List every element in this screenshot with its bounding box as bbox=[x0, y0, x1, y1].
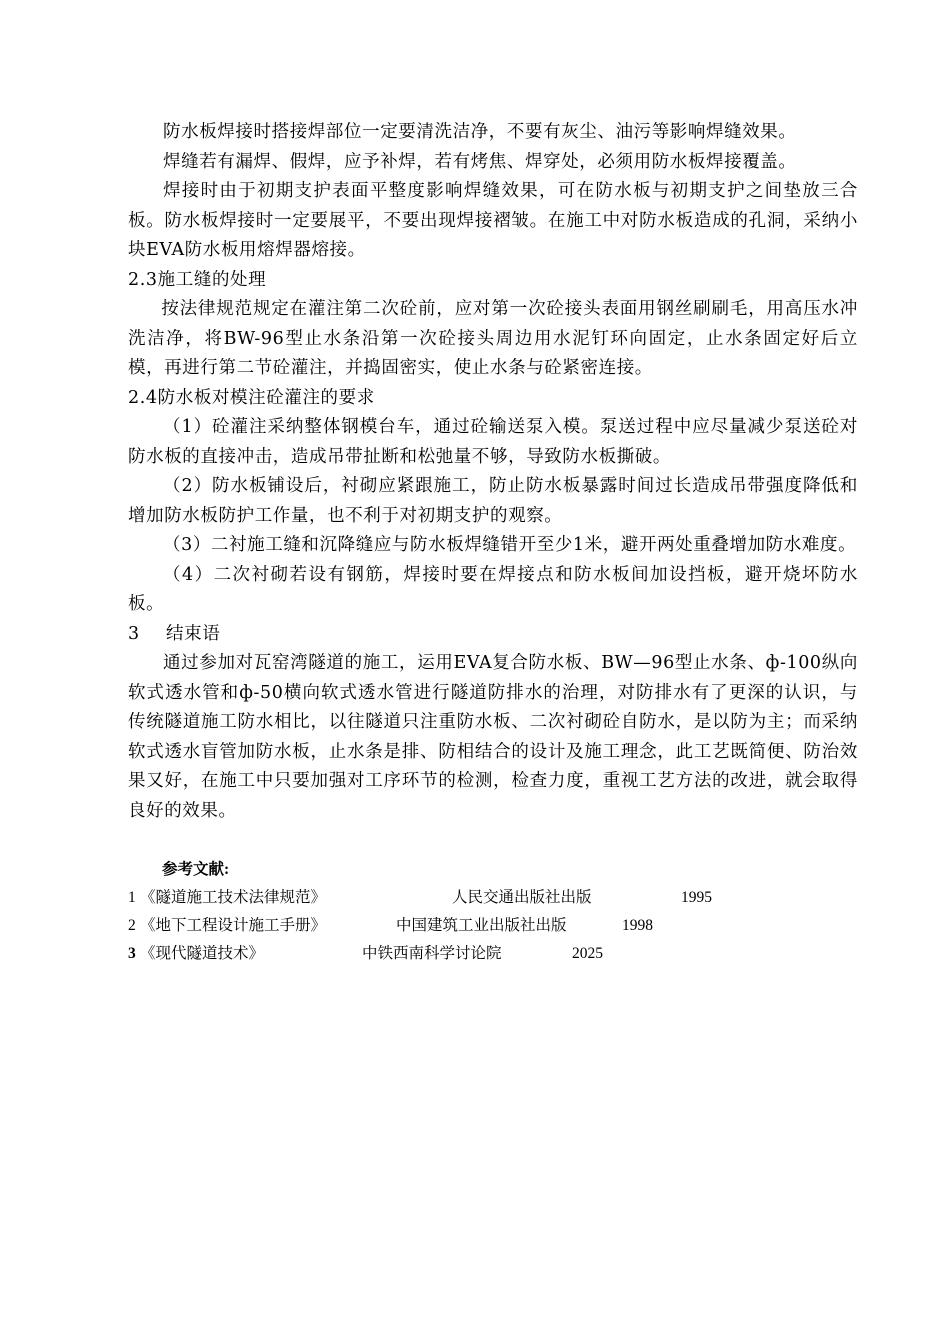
paragraph-conclusion: 通过参加对瓦窑湾隧道的施工，运用EVA复合防水板、BW—96型止水条、ф-100纵向软式透水管和ф-50横向软式透水管进行隧道防排水的治理，对防排水有了更深的认识，与传统隧道施工防水相比，以往隧道只注重防水板、二次衬砌砼自防水，是以防为主；而采纳软式透水盲管加防水板，止水条是排、防相结合的设计及施工理念，此工艺既简便、防治效果又好，在施工中只要加强对工序环节的检测，检查力度，重视工艺方法的改进，就会取得良好的效果。 bbox=[128, 653, 858, 821]
reference-year: 1998 bbox=[622, 917, 653, 934]
reference-year: 2025 bbox=[572, 945, 603, 962]
paragraph-requirement-3: （3）二衬施工缝和沉降缝应与防水板焊缝错开至少1米，避开两处重叠增加防水难度。 bbox=[163, 535, 857, 555]
paragraph-requirement-2: （2）防水板铺设后，衬砌应紧跟施工，防止防水板暴露时间过长造成吊带强度降低和增加防水板防护工作量，也不利于对初期支护的观察。 bbox=[128, 476, 858, 526]
reference-title: 《现代隧道技术》 bbox=[140, 945, 265, 962]
reference-title: 《隧道施工技术法律规范》 bbox=[140, 889, 327, 906]
paragraph-construction-joint: 按法律规范规定在灌注第二次砼前，应对第一次砼接头表面用钢丝刷刷毛，用高压水冲洗洁净，将BW-96型止水条沿第一次砼接头周边用水泥钉环向固定，止水条固定好后立模，再进行第二节砼灌注，并捣固密实，使止水条与砼紧密连接。 bbox=[128, 299, 858, 378]
section-title: 施工缝的处理 bbox=[157, 269, 267, 290]
reference-item bbox=[128, 912, 858, 940]
section-heading-2-3 bbox=[128, 266, 858, 296]
references-section bbox=[128, 856, 858, 968]
reference-title: 《地下工程设计施工手册》 bbox=[140, 917, 327, 934]
section-heading-3 bbox=[128, 620, 858, 650]
section-number: 2.4 bbox=[128, 387, 158, 408]
section-title: 防水板对模注砼灌注的要求 bbox=[157, 387, 375, 408]
paragraph-weld-cleaning: 防水板焊接时搭接焊部位一定要清洗洁净，不要有灰尘、油污等影响焊缝效果。 bbox=[163, 122, 797, 142]
document-body bbox=[128, 118, 858, 826]
reference-year: 1995 bbox=[681, 889, 712, 906]
reference-publisher: 人民交通出版社出版 bbox=[452, 889, 592, 906]
paragraph-requirement-1: （1）砼灌注采纳整体钢模台车，通过砼输送泵入模。泵送过程中应尽量减少泵送砼对防水板的直接冲击，造成吊带扯断和松弛量不够，导致防水板撕破。 bbox=[128, 417, 858, 467]
reference-item bbox=[128, 884, 858, 912]
reference-publisher: 中国建筑工业出版社出版 bbox=[396, 917, 567, 934]
section-heading-2-4 bbox=[128, 384, 858, 414]
section-number: 2.3 bbox=[128, 269, 158, 290]
reference-item bbox=[128, 940, 858, 968]
section-title: 结束语 bbox=[166, 623, 221, 644]
reference-publisher: 中铁西南科学讨论院 bbox=[362, 945, 502, 962]
section-number: 3 bbox=[128, 623, 140, 644]
references-title: 参考文献: bbox=[162, 861, 230, 878]
reference-number: 3 bbox=[128, 945, 136, 962]
reference-number: 1 bbox=[128, 889, 136, 906]
reference-number: 2 bbox=[128, 917, 136, 934]
paragraph-weld-repair: 焊缝若有漏焊、假焊，应予补焊，若有烤焦、焊穿处，必须用防水板焊接覆盖。 bbox=[163, 151, 797, 172]
paragraph-weld-plywood: 焊接时由于初期支护表面平整度影响焊缝效果，可在防水板与初期支护之间垫放三合板。防水板焊接时一定要展平，不要出现焊接褶皱。在施工中对防水板造成的孔洞，采纳小块EVA防水板用熔焊器熔接。 bbox=[128, 181, 858, 260]
paragraph-requirement-4: （4）二次衬砌若设有钢筋，焊接时要在焊接点和防水板间加设挡板，避开烧坏防水板。 bbox=[128, 564, 858, 614]
